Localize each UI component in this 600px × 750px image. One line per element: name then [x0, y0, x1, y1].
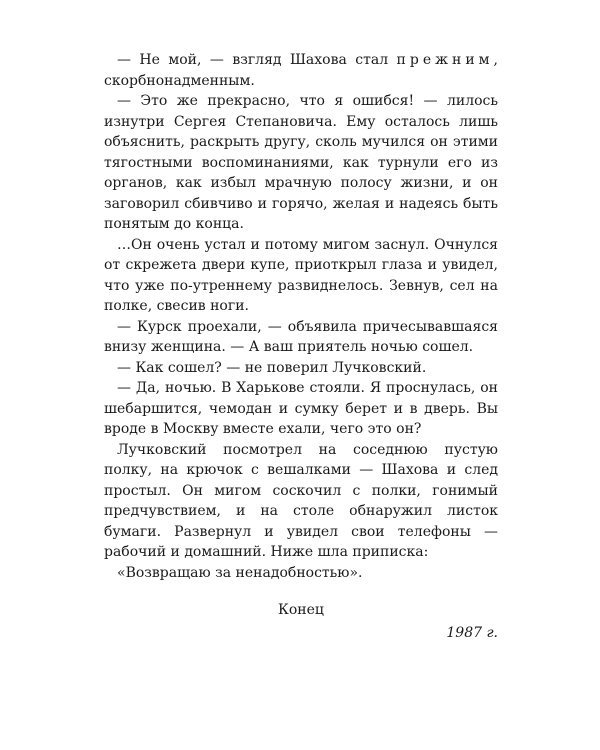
paragraph-1-end: , скорбнонадменным.	[104, 52, 498, 89]
date-label: 1987 г.	[446, 624, 498, 641]
book-page-text	[104, 50, 498, 643]
paragraph-3: …Он очень устал и потому мигом заснул. Очнулся от скрежета двери купе, приоткрыл глаза и увидел, что уже по-утреннему развиднелось. Зевнув, сел на полке, свесив ноги.	[104, 236, 498, 314]
paragraph-7: Лучковский посмотрел на соседнюю пустую полку, на крючок с вешалками — Шахова и след простыл. Он мигом соскочил с полки, гонимый предчувствием, и на столе обнаружил листок бумаги. Развернул и увидел свои телефоны — рабочий и домашний. Ниже шла приписка:	[104, 441, 498, 560]
paragraph-4: — Курск проехали, — объявила причесывавшаяся внизу женщина. — А ваш приятель ночью сошел.	[104, 318, 498, 355]
spaced-word: прежним	[396, 52, 494, 68]
paragraph-8: «Возвращаю за ненадобностью».	[117, 564, 363, 581]
paragraph-1	[104, 50, 498, 91]
paragraph-6: — Да, ночью. В Харькове стояли. Я проснулась, он шебаршится, чемодан и сумку берет и в дверь. Вы вроде в Москву вместе ехали, чего это он?	[104, 380, 498, 437]
ending-label: Конец	[278, 602, 324, 618]
paragraph-1-start: — Не мой, — взгляд Шахова стал	[117, 52, 397, 68]
paragraph-5: — Как сошел? — не поверил Лучковский.	[117, 359, 427, 376]
paragraph-2: — Это же прекрасно, что я ошибся! — лилось изнутри Сергея Степановича. Ему осталось лишь объяснить, раскрыть другу, сколь мучился он этими тягостными воспоминаниями, как турнули его из органов, как избыл мрачную полосу жизни, и он заговорил сбивчиво и горячо, желая и надеясь быть понятым до конца.	[104, 93, 498, 232]
